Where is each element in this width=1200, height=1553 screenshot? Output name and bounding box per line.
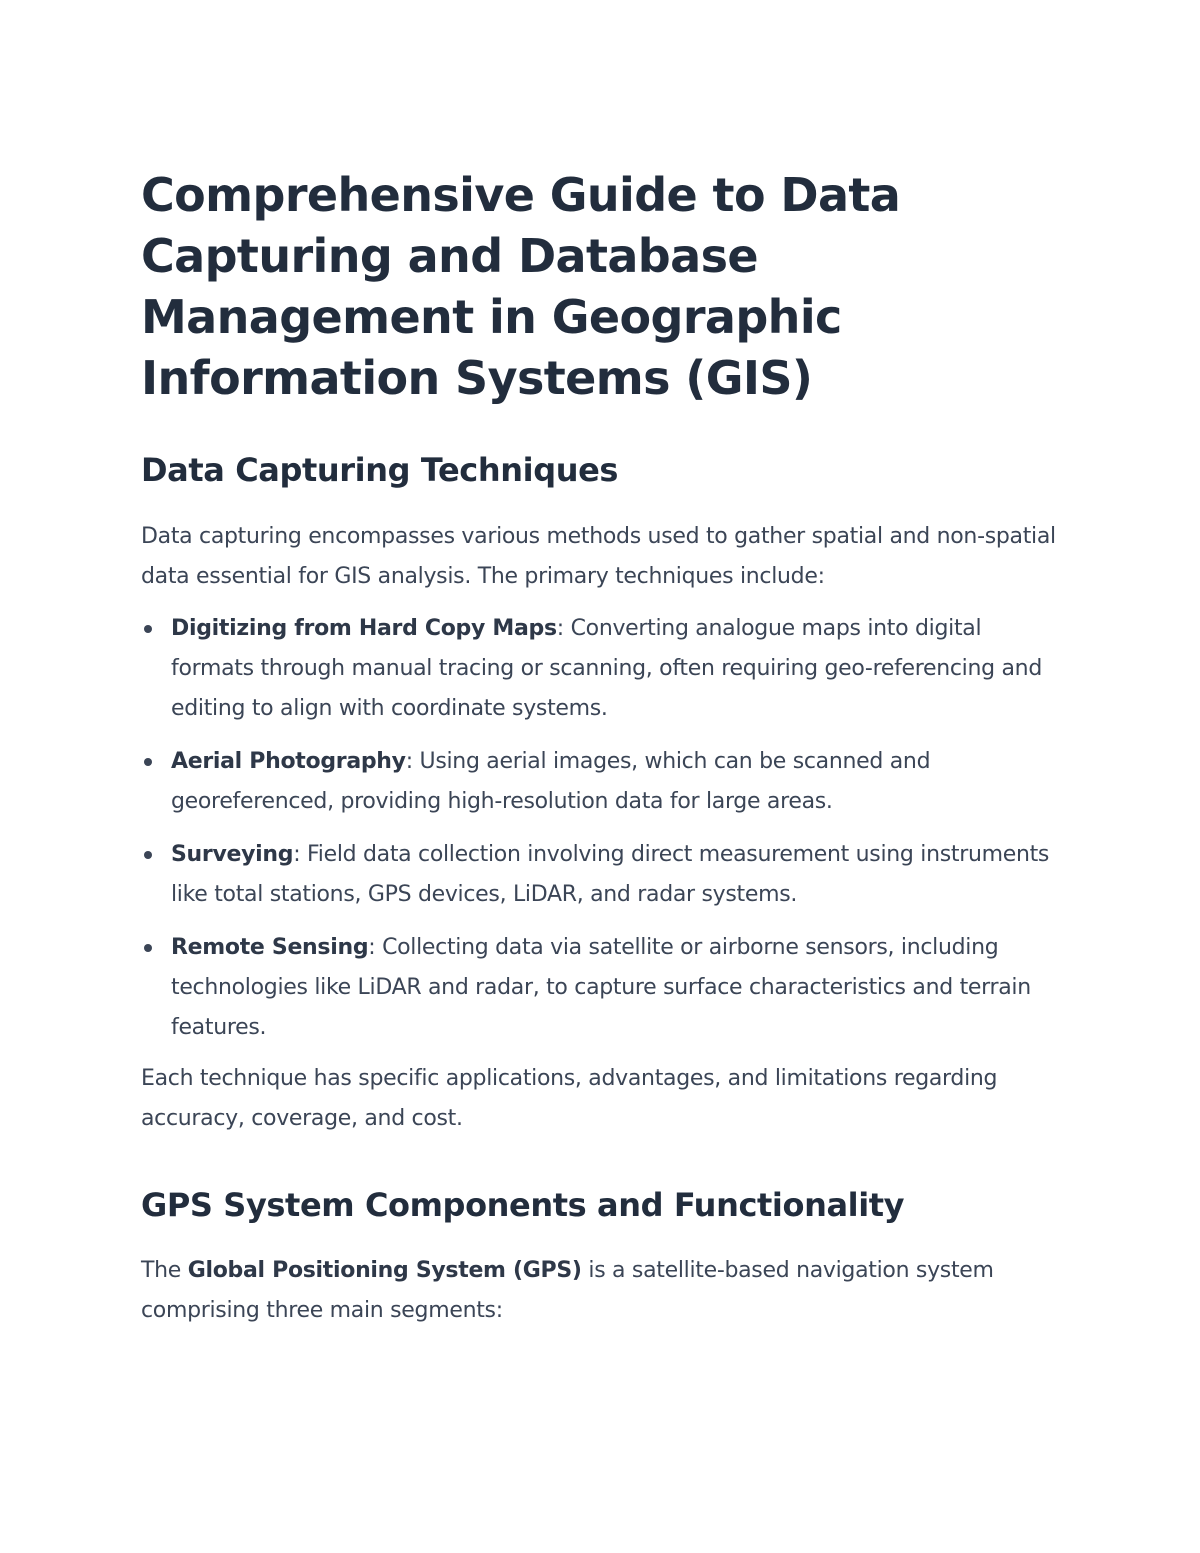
list-item (141, 609, 1061, 729)
gps-intro-suffix: is a satellite-based navigation system comprising three main segments: (141, 1258, 994, 1323)
list-item-text: : Collecting data via satellite or airborne sensors, including technologies like LiDAR and radar, to capture surface characteristics and terrain features. (171, 935, 1031, 1040)
section-closing-paragraph: Each technique has specific applications, advantages, and limitations regarding accuracy, coverage, and cost. (141, 1066, 998, 1131)
list-item-term: Aerial Photography (171, 749, 406, 774)
document-page (141, 165, 1061, 1331)
list-item-term: Remote Sensing (171, 935, 369, 960)
list-item (141, 928, 1061, 1048)
gps-intro-prefix: The (141, 1258, 188, 1283)
list-item-text: : Converting analogue maps into digital formats through manual tracing or scanning, often requiring geo-referencing and editing to align with coordinate systems. (171, 616, 1042, 721)
list-item-term: Surveying (171, 842, 294, 867)
gps-intro-paragraph (141, 1251, 1061, 1331)
bullet-icon (144, 944, 152, 952)
list-item (141, 742, 1061, 822)
section-heading-data-capturing: Data Capturing Techniques (141, 451, 619, 489)
section-heading-gps: GPS System Components and Functionality (141, 1186, 905, 1224)
document-title: Comprehensive Guide to Data Capturing and Database Management in Geographic Information Systems (GIS) (141, 168, 901, 405)
list-item-text: : Using aerial images, which can be scanned and georeferenced, providing high-resolution data for large areas. (171, 749, 931, 814)
list-item-text: : Field data collection involving direct measurement using instruments like total stations, GPS devices, LiDAR, and radar systems. (171, 842, 1050, 907)
section-intro-paragraph: Data capturing encompasses various methods used to gather spatial and non-spatial data essential for GIS analysis. The primary techniques include: (141, 524, 1056, 589)
list-item (141, 835, 1061, 915)
bullet-icon (144, 851, 152, 859)
technique-list (141, 609, 1061, 1048)
bullet-icon (144, 758, 152, 766)
gps-term: Global Positioning System (GPS) (187, 1258, 582, 1283)
bullet-icon (144, 625, 152, 633)
list-item-term: Digitizing from Hard Copy Maps (171, 616, 557, 641)
